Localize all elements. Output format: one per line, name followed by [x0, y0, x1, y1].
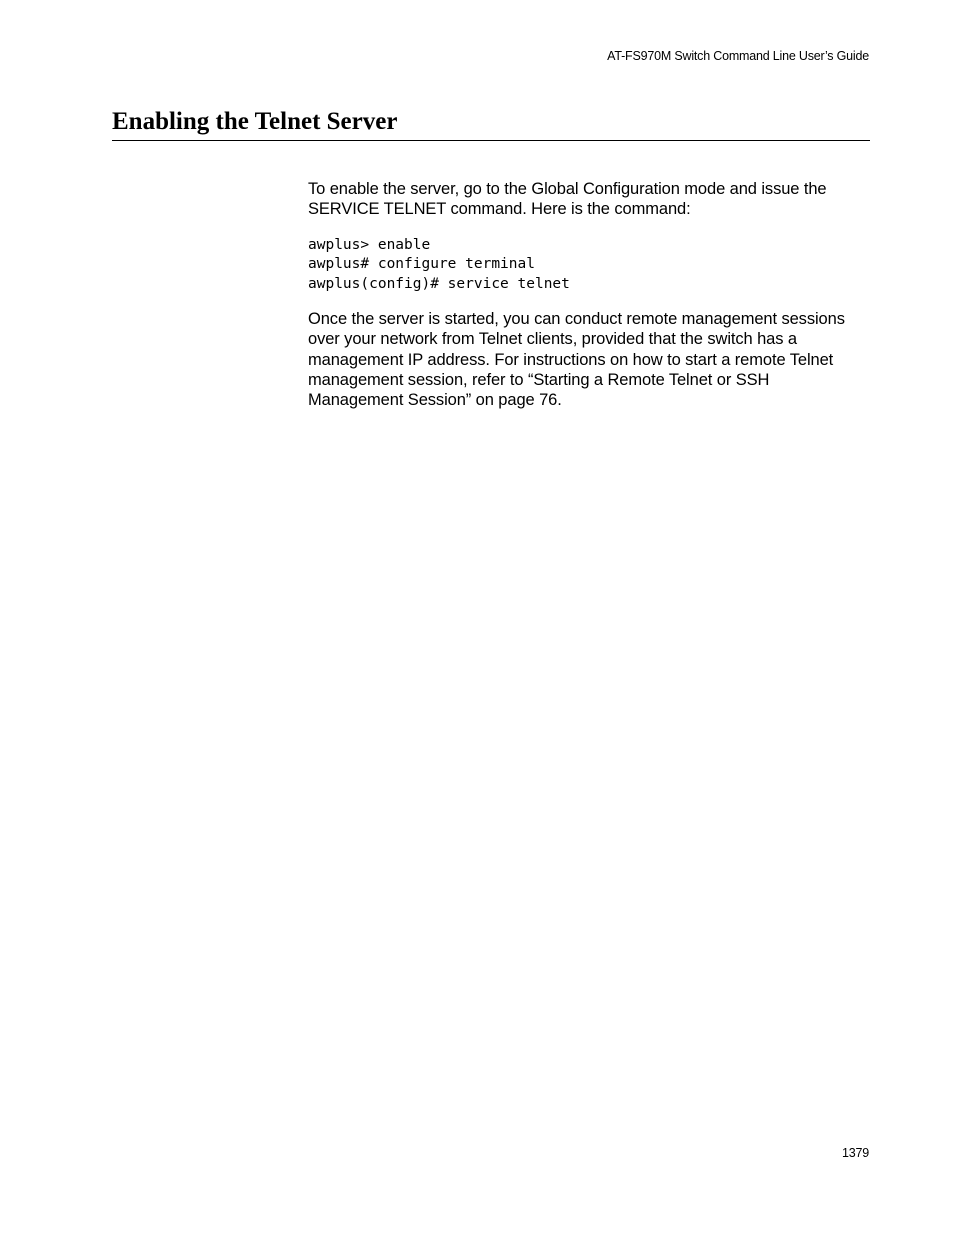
section-heading: Enabling the Telnet Server: [112, 108, 398, 135]
running-header: AT-FS970M Switch Command Line User’s Guide: [607, 49, 869, 63]
followup-paragraph-line: management IP address. For instructions on how to start a remote Telnet: [308, 350, 834, 369]
intro-paragraph-line: To enable the server, go to the Global Configuration mode and issue the: [308, 180, 827, 198]
followup-paragraph-line: Management Session” on page 76.: [308, 391, 562, 410]
followup-paragraph-line: over your network from Telnet clients, provided that the switch has a: [308, 330, 797, 349]
followup-paragraph-line: Once the server is started, you can conduct remote management sessions: [308, 310, 845, 328]
followup-paragraph-line: management session, refer to “Starting a Remote Telnet or SSH: [308, 370, 770, 389]
heading-divider: [112, 140, 870, 141]
intro-paragraph-line: SERVICE TELNET command. Here is the command:: [308, 200, 691, 219]
command-line: awplus(config)# service telnet: [308, 275, 570, 292]
intro-paragraph: [308, 179, 878, 220]
command-example: [308, 236, 570, 294]
page-number: 1379: [841, 1146, 869, 1160]
command-line: awplus# configure terminal: [308, 256, 535, 273]
followup-paragraph: [308, 309, 878, 410]
command-line: awplus> enable: [308, 237, 431, 253]
